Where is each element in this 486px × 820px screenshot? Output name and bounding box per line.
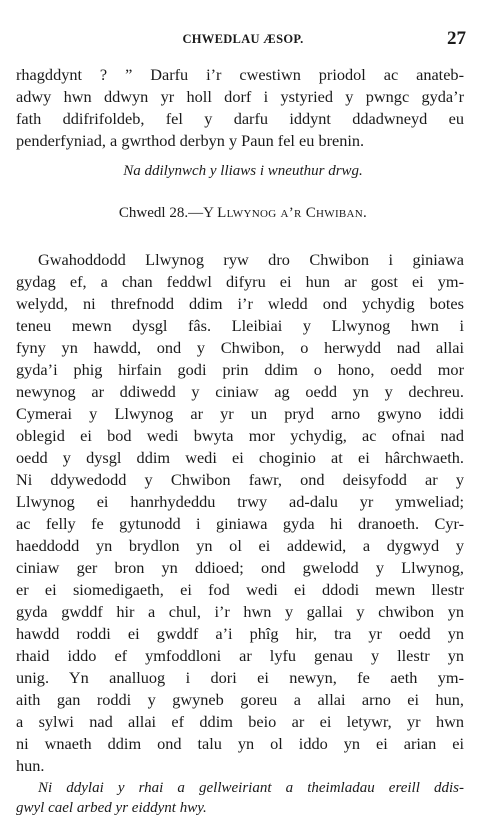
fable-line: newynog ar ddiwedd y ciniaw ag oedd yn y dechreu.: [16, 382, 464, 401]
fable-line: er ei siomedigaeth, ei fod wedi ei ddodi mewn llestr: [16, 580, 464, 599]
fable-line: gyda’i phig hirfain godi prin ddim o hono, oedd mor: [16, 360, 464, 379]
fable-title-smallcaps: Llwynog a’r Chwiban.: [217, 205, 368, 221]
fable-line: Gwahoddodd Llwynog ryw dro Chwibon i giniawa: [38, 250, 464, 269]
fable-line: unig. Yn analluog i dori ei newyn, fe aeth ym-: [16, 668, 464, 687]
page-header: [0, 28, 486, 50]
fable-line: oblegid ei bod wedi bwyta mor ychydig, ac ofnai nad: [16, 426, 464, 445]
fable-line: Llwynog ei hanrhydeddu trwy ad-dalu yr ymweliad;: [16, 492, 464, 511]
fable-line: ni wnaeth ddim ond talu yn ol iddo yn ei arian ei: [16, 734, 464, 753]
fable-line: hun.: [16, 756, 45, 775]
prev-fable-line: fath ddifrifoldeb, fel y darfu iddynt ddadwneyd eu: [16, 109, 464, 128]
fable-line: hawdd roddi ei gwddf a’i phîg hir, tra yr oedd yn: [16, 624, 464, 643]
prev-fable-line: penderfyniad, a gwrthod derbyn y Paun fel eu brenin.: [16, 131, 365, 150]
fable-line: aith gan roddi y gwyneb goreu a allai arno ei hun,: [16, 690, 464, 709]
fable-line: fyny yn hawdd, ond y Chwibon, o herwydd nad allai: [16, 338, 464, 357]
fable-line: welydd, ni threfnodd ddim i’r wledd ond ychydig botes: [16, 294, 464, 313]
running-head: CHWEDLAU ÆSOP.: [182, 32, 304, 46]
prev-fable-moral: Na ddilynwch y lliaws i wneuthur drwg.: [123, 163, 363, 179]
fable-line: ac felly fe gytunodd i giniawa gyda hi dranoeth. Cyr-: [16, 514, 464, 533]
fable-moral-line: gwyl cael arbed yr eiddynt hwy.: [16, 800, 207, 816]
fable-line: a sylwi nad allai ef ddim beio ar ei letywr, yr hwn: [16, 712, 464, 731]
fable-line: Cymerai y Llwynog ar yr un pryd arno gwyno iddi: [16, 404, 464, 423]
fable-title-prefix: Chwedl 28.—Y: [118, 205, 218, 221]
fable-line: rhaid iddo ef ymfoddloni ar lyfu genau y llestr yn: [16, 646, 464, 665]
fable-line: gyda gwddf hir a chul, i’r hwn y gallai y chwibon yn: [16, 602, 464, 621]
fable-title: [0, 205, 486, 222]
fable-line: ciniaw ger bron yn ddioed; ond gwelodd y Llwynog,: [16, 558, 464, 577]
fable-line: teneu mewn dysgl fâs. Lleibiai y Llwynog hwn i: [16, 316, 464, 335]
prev-fable-line: adwy hwn ddwyn yr holl dorf i ystyried y pwngc gyda’r: [16, 87, 464, 106]
fable-line: oedd y dysgl ddim wedi ei choginio at ei hârchwaeth.: [16, 448, 464, 467]
fable-line: gydag ef, a chan feddwl difyru ei hun ar gost ei ym-: [16, 272, 464, 291]
page-number: 27: [447, 28, 466, 49]
fable-moral-line: Ni ddylai y rhai a gellweiriant a theimladau ereill ddis-: [38, 780, 464, 796]
fable-line: Ni ddywedodd y Chwibon fawr, ond deisyfodd ar y: [16, 470, 464, 489]
prev-fable-line: rhagddynt ? ” Darfu i’r cwestiwn priodol ac anateb-: [16, 65, 464, 84]
fable-line: haeddodd yn brydlon yn ol ei addewid, a dygwyd y: [16, 536, 464, 555]
